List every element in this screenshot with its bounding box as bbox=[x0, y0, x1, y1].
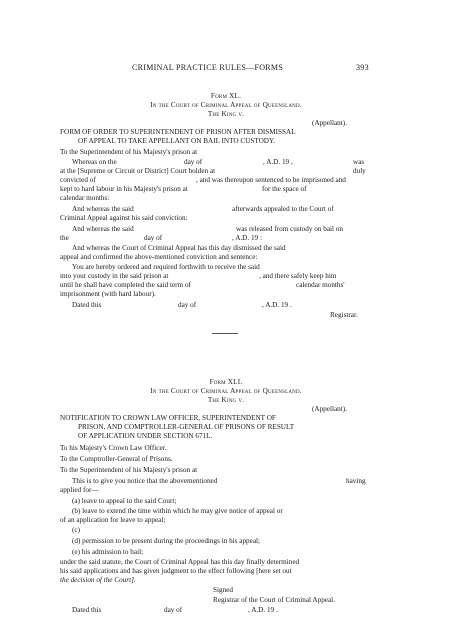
form-xli-text: This is to give you notice that the abovementioned bbox=[72, 477, 218, 485]
form-xli-court: In the Court of Criminal Appeal of Queensland. bbox=[150, 387, 302, 395]
form-xl-text: , and there safely keep him bbox=[259, 272, 337, 280]
form-xli-title-line-1: NOTIFICATION TO CROWN LAW OFFICER, SUPERINTENDENT OF bbox=[60, 414, 276, 422]
form-xl-text: Criminal Appeal against his said conviction: bbox=[60, 214, 188, 222]
form-xl-text: at the [Supreme or Circuit or District] Court holden at bbox=[60, 167, 216, 175]
form-xli-list-item: (d) permission to be present during the proceedings in his appeal; bbox=[72, 537, 261, 545]
form-xl-text: was bbox=[353, 158, 365, 166]
form-xli-title-line-3: OF APPLICATION UNDER SECTION 671L. bbox=[78, 432, 213, 440]
form-xli-addressee: To the Superintendent of his Majesty's prison at bbox=[60, 466, 198, 474]
form-xli-registrar: Registrar of the Court of Criminal Appeal. bbox=[213, 596, 335, 604]
form-xli-text: under the said statute, the Court of Criminal Appeal has this day finally determined bbox=[60, 558, 300, 566]
form-xl-text: calendar months: bbox=[60, 194, 110, 202]
form-xli-text: having bbox=[346, 477, 366, 485]
form-xli-list-item: of an application for leave to appeal; bbox=[60, 516, 166, 524]
form-xl-text: imprisonment (with hard labour). bbox=[60, 290, 156, 298]
form-xl-text: for the space of bbox=[262, 185, 307, 193]
form-xl-title-line-1: FORM OF ORDER TO SUPERINTENDENT OF PRISON AFTER DISMISSAL bbox=[60, 128, 296, 136]
form-xl-addressee: To the Superintendent of his Majesty's prison at bbox=[60, 148, 198, 156]
form-xli-title-line-2: PRISON, AND COMPTROLLER-GENERAL OF PRISONS OF RESULT bbox=[78, 423, 295, 431]
form-xli-number: Form XLI. bbox=[209, 378, 243, 386]
page-number: 393 bbox=[356, 63, 369, 72]
form-xl-text: Whereas on the bbox=[72, 158, 117, 166]
form-xli-appellant: (Appellant). bbox=[312, 405, 347, 413]
form-xl-text: , and was thereupon sentenced to be imprisoned and bbox=[196, 176, 346, 184]
form-xli-dated: Dated this bbox=[72, 606, 102, 614]
form-xli-list-item: (a) leave to appeal to the said Court; bbox=[72, 497, 177, 505]
form-xl-dated: day of bbox=[178, 301, 197, 309]
form-xl-text: the bbox=[60, 234, 69, 242]
form-xli-dated: day of bbox=[164, 606, 183, 614]
form-xli-text: the decision of the Court]. bbox=[60, 576, 136, 584]
form-xl-text: convicted of bbox=[60, 176, 96, 184]
form-xl-appellant: (Appellant). bbox=[312, 119, 347, 127]
form-xl-case: The King v. bbox=[207, 110, 245, 118]
form-xl-text: And whereas the said bbox=[72, 225, 134, 233]
form-xl-title-line-2: OF APPEAL TO TAKE APPELLANT ON BAIL INTO CUSTODY. bbox=[78, 137, 276, 145]
form-xl-text: , A.D. 19 , bbox=[263, 158, 293, 166]
form-xl-text: into your custody in the said prison at bbox=[60, 272, 169, 280]
form-xl-text: And whereas the said bbox=[72, 205, 134, 213]
form-xli-signed: Signed bbox=[213, 586, 233, 594]
form-xli-list-item: (c) bbox=[72, 526, 80, 534]
form-xl-text: And whereas the Court of Criminal Appeal has this day dismissed the said bbox=[72, 244, 286, 252]
form-xl-text: duly bbox=[353, 167, 366, 175]
running-title: CRIMINAL PRACTICE RULES—FORMS bbox=[132, 63, 284, 72]
form-xli-addressee: To the Comptroller-General of Prisons. bbox=[60, 455, 173, 463]
form-xl-registrar: Registrar. bbox=[330, 311, 358, 319]
form-xl-text: until he shall have completed the said term of bbox=[60, 281, 191, 289]
form-xl-dated: , A.D. 19 . bbox=[262, 301, 292, 309]
form-xli-addressee: To his Majesty's Crown Law Officer. bbox=[60, 444, 167, 452]
form-xli-dated: , A.D. 19 . bbox=[248, 606, 278, 614]
form-xl-text: afterwards appealed to the Court of bbox=[232, 205, 334, 213]
form-xli-case: The King v. bbox=[207, 396, 245, 404]
form-xl-text: appeal and confirmed the above-mentioned conviction and sentence: bbox=[60, 253, 258, 261]
form-xli-text: applied for— bbox=[60, 486, 99, 494]
form-xl-text: calendar months' bbox=[296, 281, 345, 289]
form-xl-text: was released from custody on bail on bbox=[236, 225, 343, 233]
form-xl-dated: Dated this bbox=[72, 301, 102, 309]
form-xl-text: day of bbox=[144, 234, 163, 242]
form-xl-court: In the Court of Criminal Appeal of Queensland. bbox=[150, 101, 302, 109]
form-xl-text: kept to hard labour in his Majesty's prison at bbox=[60, 185, 188, 193]
form-xl-number: Form XL. bbox=[210, 92, 242, 100]
form-xli-text: his said applications and has given judgment to the effect following [here set out bbox=[60, 567, 292, 575]
form-xli-list-item: (b) leave to extend the time within which he may give notice of appeal or bbox=[72, 507, 283, 515]
form-xl-text: You are hereby ordered and required forthwith to receive the said bbox=[72, 263, 260, 271]
section-divider bbox=[212, 333, 238, 334]
form-xli-list-item: (e) his admission to bail; bbox=[72, 548, 144, 556]
form-xl-text: day of bbox=[184, 158, 203, 166]
form-xl-text: , A.D. 19 : bbox=[232, 234, 262, 242]
